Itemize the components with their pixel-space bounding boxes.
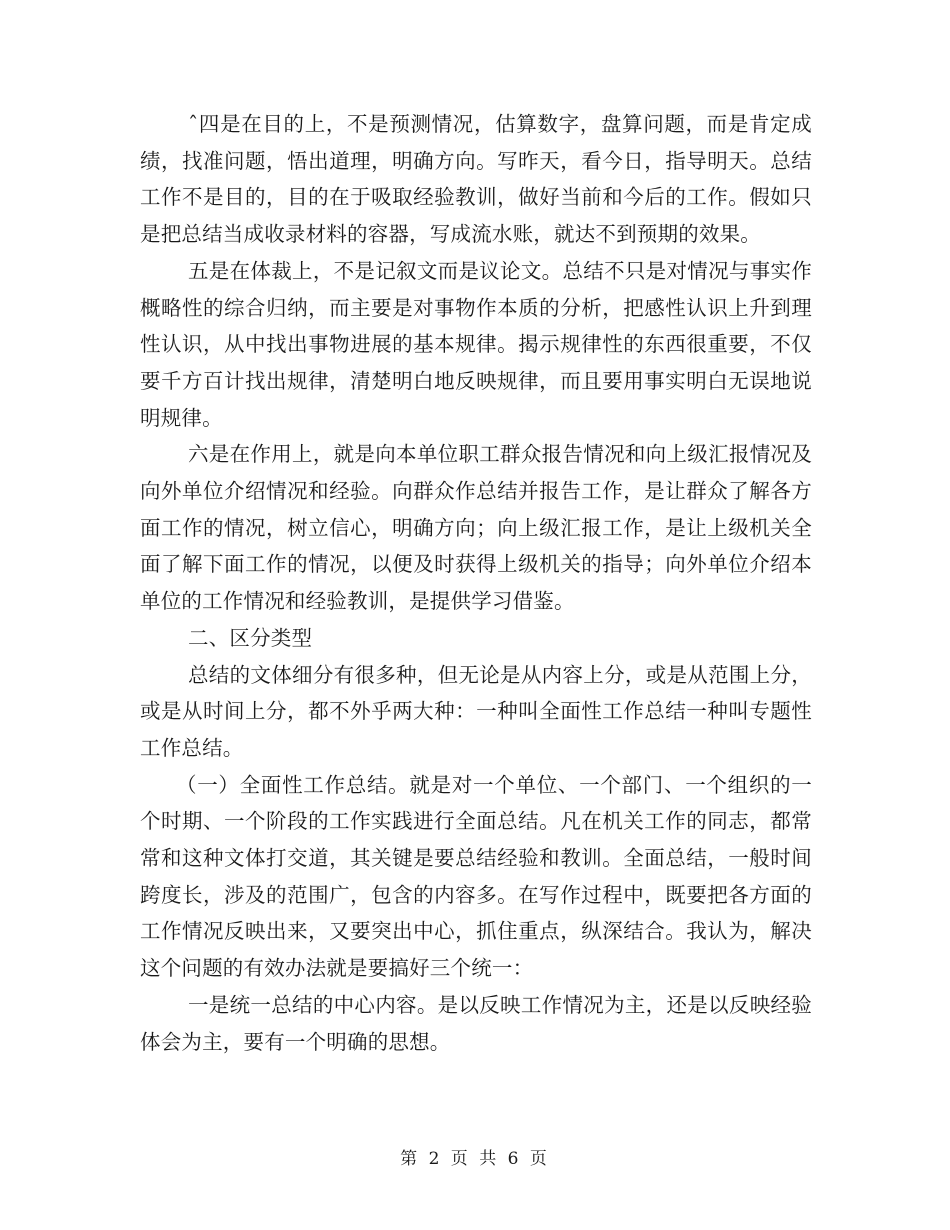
section-heading-types: 二、区分类型 xyxy=(188,625,313,650)
paragraph-purpose: ˆ四是在目的上，不是预测情况，估算数字，盘算问题，而是肯定成绩，找准问题，悟出道理，明确方向。写昨天，看今日，指导明天。总结工作不是目的，目的在于吸取经验教训，做好当前和今后的工作。假如只是把总结当成收录材料的容器，写成流水账，就达不到预期的效果。 xyxy=(140,112,812,247)
document-body xyxy=(140,106,812,1060)
paragraph-types-overview: 总结的文体细分有很多种，但无论是从内容上分，或是从范围上分，或是从时间上分，都不外乎两大种：一种叫全面性工作总结一种叫专题性工作总结。 xyxy=(140,662,812,760)
page-number-footer: 第 2 页 共 6 页 xyxy=(400,1149,550,1169)
paragraph-function: 六是在作用上，就是向本单位职工群众报告情况和向上级汇报情况及向外单位介绍情况和经验。向群众作总结并报告工作，是让群众了解各方面工作的情况，树立信心，明确方向；向上级汇报工作，是让上级机关全面了解下面工作的情况，以便及时获得上级机关的指导；向外单位介绍本单位的工作情况和经验教训，是提供学习借鉴。 xyxy=(140,442,812,614)
paragraph-genre: 五是在体裁上，不是记叙文而是议论文。总结不只是对情况与事实作概略性的综合归纳，而主要是对事物作本质的分析，把感性认识上升到理性认识，从中找出事物进展的基本规律。揭示规律性的东西很重要，不仅要千方百计找出规律，清楚明白地反映规律，而且要用事实明白无误地说明规律。 xyxy=(140,258,812,430)
paragraph-comprehensive-summary: （一）全面性工作总结。就是对一个单位、一个部门、一个组织的一个时期、一个阶段的工作实践进行全面总结。凡在机关工作的同志，都常常和这种文体打交道，其关键是要总结经验和教训。全面总结，一般时间跨度长，涉及的范围广，包含的内容多。在写作过程中，既要把各方面的工作情况反映出来，又要突出中心，抓住重点，纵深结合。我认为，解决这个问题的有效办法就是要搞好三个统一： xyxy=(140,772,812,981)
paragraph-unify-content: 一是统一总结的中心内容。是以反映工作情况为主，还是以反映经验体会为主，要有一个明确的思想。 xyxy=(140,992,812,1054)
